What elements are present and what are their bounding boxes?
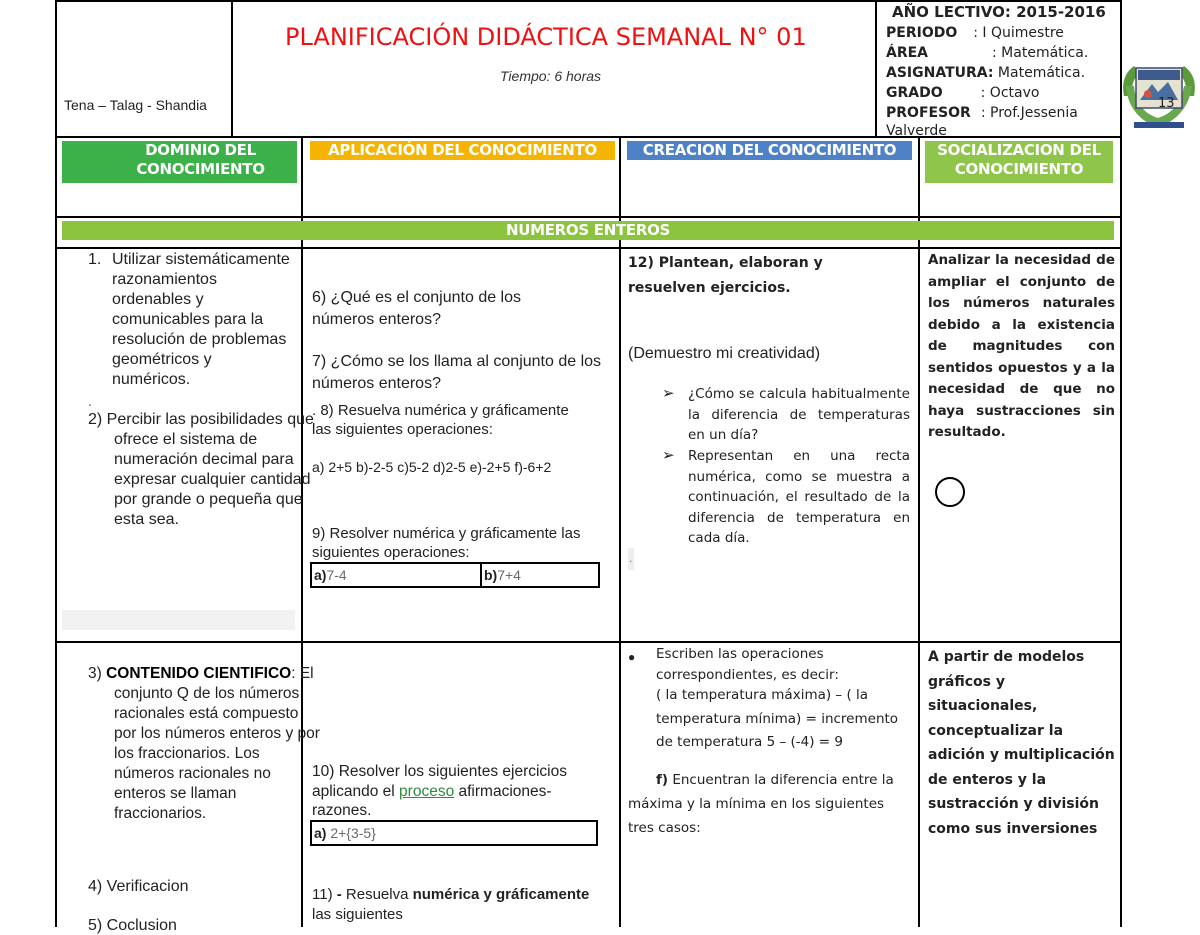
question-10-text: 10) Resolver los siguientes ejercicios aplicando el — [312, 763, 568, 800]
grado-label: GRADO — [886, 85, 943, 101]
periodo-label: PERIODO — [886, 25, 958, 41]
area-label: ÁREA — [886, 45, 929, 61]
row1-dominio-cell — [88, 250, 314, 530]
answer-box-9a-label: a) — [314, 567, 327, 583]
question-9: 9) Resolver numérica y gráficamente las siguientes operaciones: — [312, 525, 581, 561]
section-title — [62, 221, 1114, 240]
creation-bullet-2: Representan en una recta numérica, como se muestra a continuación, el resultado de la diferencia de temperatura en cada día. — [688, 448, 910, 546]
list-item-5: 5) Coclusion — [88, 917, 177, 934]
question-11-suffix: las siguientes — [312, 906, 403, 923]
column-header-socializacion — [925, 141, 1113, 183]
school-meta — [886, 2, 1118, 139]
arrow-bullet-icon: ➢ — [662, 447, 675, 464]
answer-box-9b-value: 7+4 — [497, 567, 521, 583]
list-item-1-number: 1. — [88, 251, 102, 268]
question-11-verb: Resuelva — [345, 886, 413, 903]
socialization-text-1: Analizar la necesidad de ampliar el conjunto de los números naturales debido a la existencia de magnitudes con sentidos opuestos y a la necesidad de que no haya sustracciones sin resultado. — [928, 252, 1115, 440]
list-item-3 — [88, 664, 324, 824]
question-10-suffix: afirmaciones-razones. — [312, 782, 552, 819]
column-header-creacion — [627, 141, 912, 160]
answer-box-9b-label: b) — [484, 567, 498, 583]
creation-title: 12) Plantean, elaboran y resuelven ejercicios. — [628, 255, 823, 296]
question-6: 6) ¿Qué es el conjunto de los números enteros? — [312, 289, 522, 328]
creation-row2-f-text: Encuentran la diferencia entre la máxima y la mínima en los siguientes tres casos: — [628, 772, 894, 836]
profesor-value2: Valverde — [886, 123, 947, 139]
page-title: PLANIFICACIÓN DIDÁCTICA SEMANAL N° 01 — [285, 23, 807, 51]
profesor-label: PROFESOR — [886, 105, 971, 121]
question-11-number: 11) — [312, 886, 337, 903]
area-value: : Matemática. — [992, 45, 1089, 61]
section-title-text: NUMEROS ENTEROS — [505, 221, 671, 239]
answer-box-10a-label: a) — [314, 825, 327, 841]
question-8-operations: a) 2+5 b)-2-5 c)5-2 d)2-5 e)-2+5 f)-6+2 — [312, 459, 552, 475]
creation-row2-bullet: Escriben las operaciones correspondientes, es decir: — [656, 646, 839, 683]
creation-bullet-1: ¿Cómo se calcula habitualmente la diferencia de temperaturas en un día? — [688, 386, 910, 443]
column-header-dominio-text: DOMINIO DEL CONOCIMIENTO — [136, 141, 265, 178]
question-11 — [312, 885, 592, 925]
proceso-link[interactable]: proceso — [399, 782, 455, 800]
col-divider-3 — [918, 138, 920, 927]
list-item-1-text: Utilizar sistemáticamente razonamientos ordenables y comunicables para la resolución de problemas geométricos y numéricos. — [112, 251, 290, 388]
question-8: . 8) Resuelva numérica y gráficamente las siguientes operaciones: — [312, 402, 569, 438]
creation-dot: . — [629, 551, 633, 565]
list-item-3-prefix: 3) — [88, 665, 107, 682]
column-header-dominio — [62, 141, 297, 183]
arrow-bullet-icon: ➢ — [662, 385, 675, 402]
section-bottom-line — [55, 247, 1122, 249]
table-border-right — [1120, 0, 1122, 927]
col-divider-2 — [619, 138, 621, 927]
column-header-aplicacion-text: APLICACIÓN DEL CONOCIMIENTO — [328, 141, 597, 159]
list-item-3-text: : El conjunto Q de los números racionales está compuesto por los números enteros y por los fraccionarios. Los números racionales no enteros se llaman fraccionarios. — [114, 665, 320, 822]
circle-icon — [934, 476, 966, 508]
bullet-dot-icon: ● — [628, 650, 636, 664]
profesor-value: : Prof.Jessenia — [980, 105, 1078, 121]
question-11-emphasis: numérica y gráficamente — [412, 886, 590, 903]
answer-box-10a-value: 2+{3-5} — [326, 825, 376, 841]
creation-row2-f-label: f) — [656, 772, 669, 788]
question-10 — [312, 762, 602, 821]
question-7: 7) ¿Cómo se los llama al conjunto de los números enteros? — [312, 353, 602, 392]
table-border-left — [55, 0, 57, 927]
header-divider-2 — [875, 0, 877, 138]
creation-row2-operation: ( la temperatura máxima) – ( la temperatura mínima) = incremento de temperatura 5 – (-4) = 9 — [656, 687, 899, 750]
header-divider-1 — [231, 0, 233, 138]
column-header-creacion-text: CREACION DEL CONOCIMIENTO — [642, 141, 897, 159]
list-item-1 — [88, 250, 300, 390]
anio-lectivo: AÑO LECTIVO: 2015-2016 — [892, 3, 1106, 21]
answer-box-10a[interactable] — [310, 820, 598, 846]
location-text: Tena – Talag - Shandia — [64, 97, 207, 113]
creativity-text: (Demuestro mi creatividad) — [628, 345, 821, 362]
row1-dominio-shade — [62, 610, 295, 630]
question-11-dash: - — [336, 886, 346, 903]
asignatura-label: ASIGNATURA: — [886, 65, 994, 81]
asignatura-value: Matemática. — [993, 65, 1086, 81]
list-item-3-heading: CONTENIDO CIENTIFICO — [106, 665, 292, 682]
periodo-value: : I Quimestre — [973, 25, 1064, 41]
column-header-socializacion-text: SOCIALIZACION DEL CONOCIMIENTO — [937, 141, 1101, 178]
row1-bottom-line — [55, 641, 1122, 643]
page-number: 13 — [1158, 96, 1175, 111]
socialization-text-2: A partir de modelos gráficos y situacionales, conceptualizar la adición y multiplicación de enteros y la sustracción y división como sus inversiones — [928, 649, 1115, 837]
answer-box-9b[interactable] — [480, 562, 600, 588]
list-item-2: 2) Percibir las posibilidades que ofrece el sistema de numeración decimal para expresar cualquier cantidad por grande o pequeña que esta sea. — [88, 411, 314, 528]
list-dot: . — [88, 393, 92, 409]
list-item-4: 4) Verificacion — [88, 878, 189, 895]
time-text: Tiempo: 6 horas — [500, 68, 602, 84]
creation-row2-f — [628, 768, 912, 840]
grado-value: : Octavo — [980, 85, 1040, 101]
answer-box-9a-value: 7-4 — [326, 567, 347, 583]
columns-bottom-line — [55, 216, 1122, 218]
answer-box-9a[interactable] — [310, 562, 482, 588]
column-header-aplicacion — [310, 141, 615, 160]
